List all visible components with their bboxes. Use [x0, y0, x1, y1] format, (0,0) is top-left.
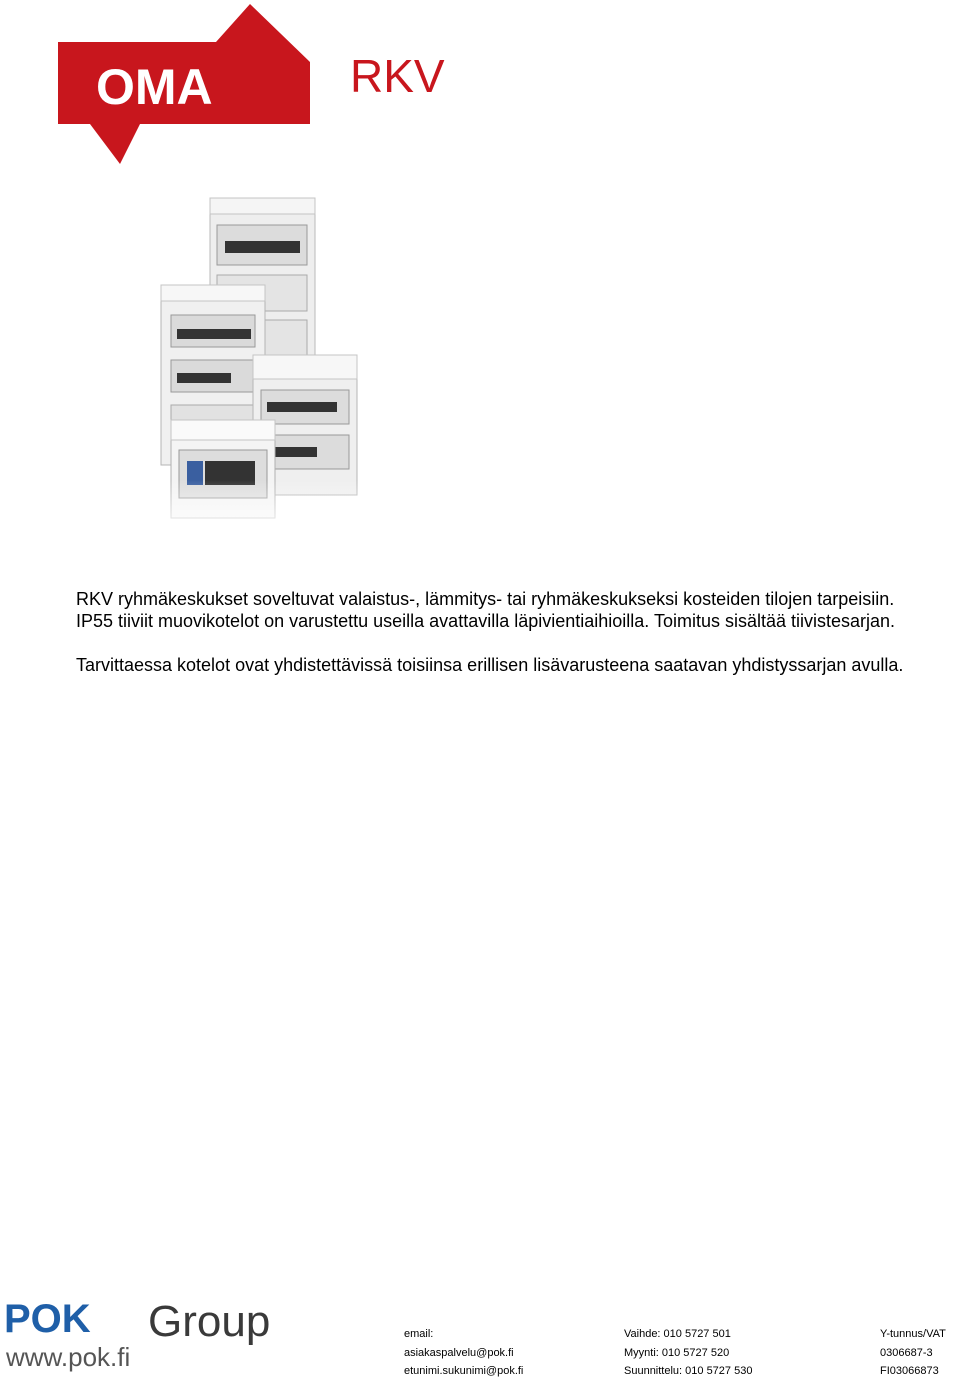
- email-service-address[interactable]: asiakaspalvelu@pok.fi: [404, 1346, 514, 1359]
- product-photo-enclosures: [155, 195, 365, 540]
- oma-rkv-logo: [58, 4, 498, 166]
- pok-logo-text: POK: [4, 1298, 91, 1341]
- rkv-product-title: RKV: [350, 50, 445, 102]
- footer-company-id-column: [880, 1325, 946, 1381]
- phone-design: Suunnittelu: 010 5727 530: [624, 1365, 753, 1377]
- company-id-label: Y-tunnus/VAT: [880, 1328, 946, 1340]
- vat-number: FI03066873: [880, 1365, 939, 1377]
- footer-email-column: [404, 1325, 523, 1381]
- product-description: [76, 588, 960, 676]
- email-personal-address[interactable]: etunimi.sukunimi@pok.fi: [404, 1365, 524, 1377]
- phone-switchboard: Vaihde: 010 5727 501: [624, 1328, 731, 1340]
- phone-sales: Myynti: 010 5727 520: [624, 1346, 730, 1359]
- pok-website-text: www.pok.fi: [6, 1342, 131, 1372]
- description-line-1: RKV ryhmäkeskukset soveltuvat valaistus-, lämmitys- tai ryhmäkeskukseksi kosteiden tilojen tarpeisiin.: [76, 589, 895, 609]
- email-label: email:: [404, 1328, 434, 1340]
- oma-arrow-logo-graphic: [58, 4, 498, 166]
- footer-phone-column: [624, 1325, 752, 1381]
- pok-group-logo: [4, 1298, 314, 1373]
- business-id: 0306687-3: [880, 1346, 933, 1359]
- description-line-3: Tarvittaessa kotelot ovat yhdistettävissä toisiinsa erillisen lisävarusteena saatavan yhdistyssarjan avulla.: [76, 655, 904, 675]
- group-logo-text: Group: [148, 1298, 271, 1346]
- oma-logo-text: OMA: [96, 59, 213, 115]
- description-line-2: IP55 tiiviit muovikotelot on varustettu useilla avattavilla läpivientiaihioilla. Toimitus sisältää tiivistesarjan.: [76, 611, 896, 631]
